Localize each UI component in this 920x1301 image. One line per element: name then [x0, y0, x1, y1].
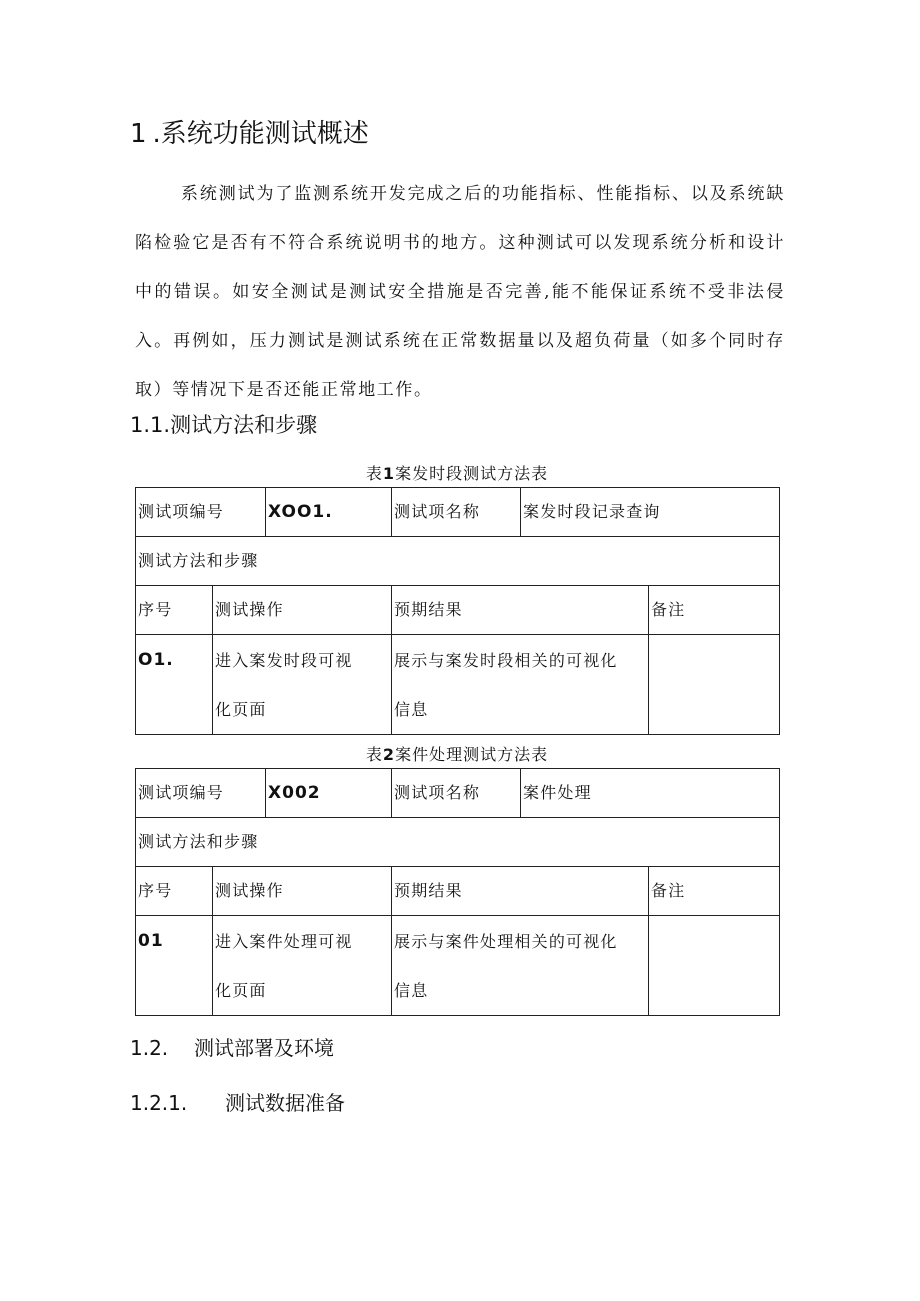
- table-2-caption-prefix: 表: [365, 745, 383, 764]
- section-1-2-1-title: 测试数据准备: [225, 1091, 345, 1115]
- table-2-name-label: 测试项名称: [392, 769, 521, 818]
- table-1-header-row: [136, 488, 780, 537]
- section-1-paragraph: 系统测试为了监测系统开发完成之后的功能指标、性能指标、以及系统缺陷检验它是否有不符合系统说明书的地方。这种测试可以发现系统分析和设计中的错误。如安全测试是测试安全措施是否完善,能不能保证系统不受非法侵入。再例如，压力测试是测试系统在正常数据量以及超负荷量（如多个同时存取）等情况下是否还能正常地工作。: [135, 184, 785, 400]
- table-2-col-op: 测试操作: [213, 867, 392, 916]
- section-1-heading: [130, 116, 369, 152]
- table-1-caption-text: 案发时段测试方法表: [395, 464, 549, 483]
- section-1-1-heading: 1.1.测试方法和步骤: [130, 413, 318, 437]
- table-2-col-expect: 预期结果: [392, 867, 649, 916]
- table-2-caption: [135, 743, 779, 767]
- table-1-row-op: 进入案发时段可视化页面: [213, 635, 392, 735]
- table-2-caption-number: 2: [382, 745, 396, 764]
- table-2-row-op: 进入案件处理可视化页面: [213, 916, 392, 1016]
- table-2: [135, 768, 780, 1016]
- section-1-2-heading: [130, 1033, 334, 1063]
- table-1-steps-row: [136, 537, 780, 586]
- section-1-number: 1: [130, 119, 147, 149]
- table-1-caption-number: 1: [382, 464, 396, 483]
- table-2-row-note: [649, 916, 780, 1016]
- section-1-2-title: 测试部署及环境: [194, 1036, 334, 1060]
- table-1-id-value: XOO1.: [266, 488, 392, 537]
- table-1-name-value: 案发时段记录查询: [521, 488, 780, 537]
- table-2-id-value: X002: [266, 769, 392, 818]
- table-1-row-seq: O1.: [136, 635, 213, 735]
- section-1-2-1-heading: [130, 1088, 345, 1118]
- table-1-col-seq: 序号: [136, 586, 213, 635]
- table-2-name-value: 案件处理: [521, 769, 780, 818]
- table-2-col-seq: 序号: [136, 867, 213, 916]
- table-1-col-op: 测试操作: [213, 586, 392, 635]
- table-2-col-note: 备注: [649, 867, 780, 916]
- table-1-row-note: [649, 635, 780, 735]
- table-2-row-seq: 01: [136, 916, 213, 1016]
- table-2-column-header-row: [136, 867, 780, 916]
- table-1-col-expect: 预期结果: [392, 586, 649, 635]
- table-1-id-label: 测试项编号: [136, 488, 266, 537]
- table-2-row-expect: 展示与案件处理相关的可视化信息: [392, 916, 649, 1016]
- table-row: [136, 635, 780, 735]
- section-1-2-1-number: 1.2.1.: [130, 1091, 188, 1115]
- table-2-steps-row: [136, 818, 780, 867]
- section-1-2-number: 1.2.: [130, 1036, 169, 1060]
- table-1-column-header-row: [136, 586, 780, 635]
- table-1-row-expect: 展示与案发时段相关的可视化信息: [392, 635, 649, 735]
- table-1: [135, 487, 780, 735]
- table-2-id-label: 测试项编号: [136, 769, 266, 818]
- table-1-name-label: 测试项名称: [392, 488, 521, 537]
- table-2-caption-text: 案件处理测试方法表: [395, 745, 549, 764]
- table-1-caption: [135, 462, 779, 486]
- table-1-caption-prefix: 表: [365, 464, 383, 483]
- table-2-header-row: [136, 769, 780, 818]
- table-1-col-note: 备注: [649, 586, 780, 635]
- section-1-title: .系统功能测试概述: [152, 119, 369, 149]
- table-row: [136, 916, 780, 1016]
- table-1-steps-label: 测试方法和步骤: [136, 537, 780, 586]
- table-2-steps-label: 测试方法和步骤: [136, 818, 780, 867]
